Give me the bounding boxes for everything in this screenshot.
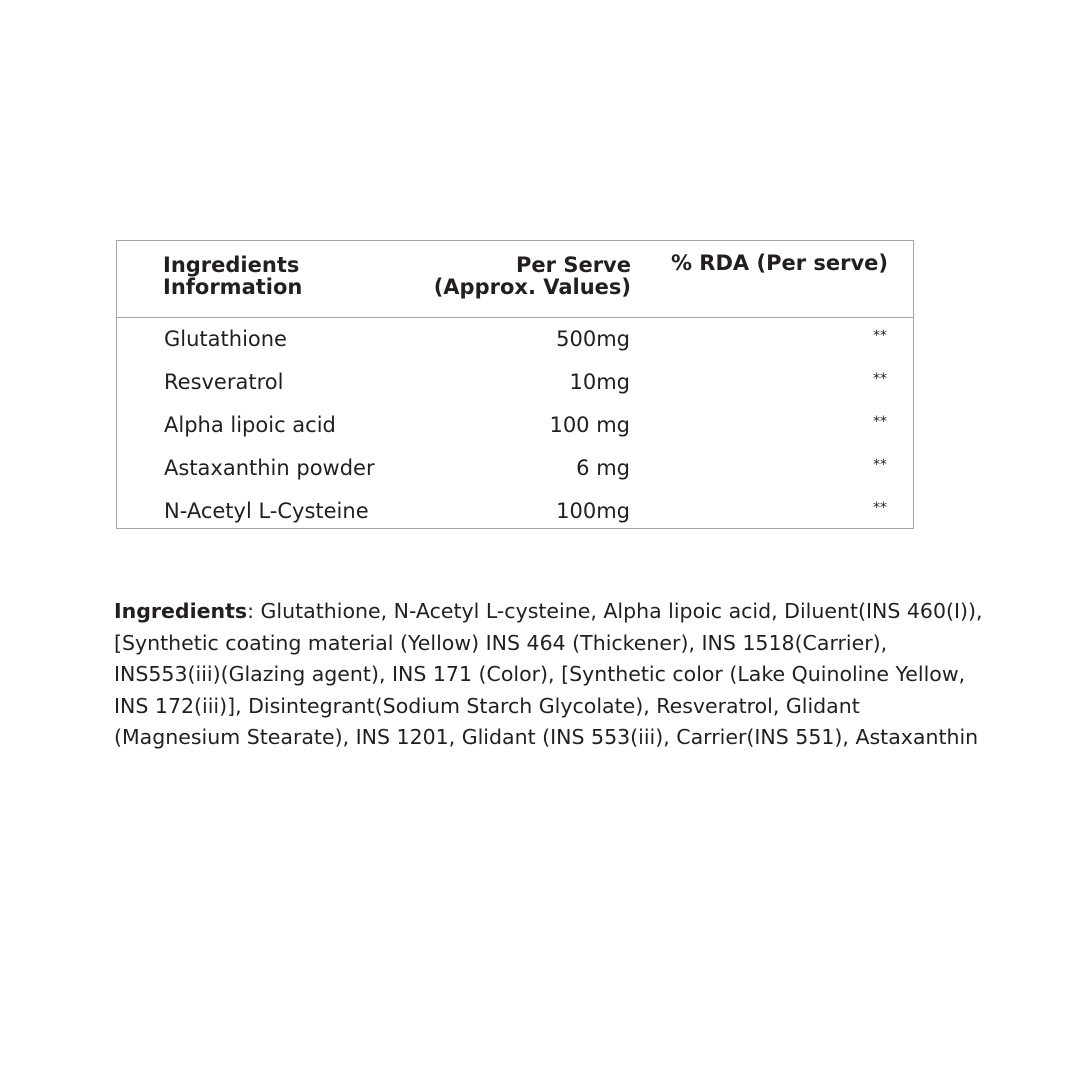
header-ingredients-line2: Information <box>163 275 303 299</box>
ingredient-amount: 6 mg <box>576 456 630 480</box>
ingredient-rda: ** <box>873 371 887 387</box>
ingredient-amount: 500mg <box>556 327 630 351</box>
ingredients-label: Ingredients <box>114 599 248 623</box>
ingredient-name: Alpha lipoic acid <box>164 413 336 437</box>
header-per-serve <box>397 254 631 298</box>
table-row <box>117 361 913 404</box>
header-per-serve-line1: Per Serve <box>516 253 631 277</box>
header-ingredients-information <box>163 254 403 298</box>
table-header-row <box>117 241 913 318</box>
ingredient-rda: ** <box>873 457 887 473</box>
ingredient-name: N-Acetyl L-Cysteine <box>164 499 369 523</box>
ingredient-name: Glutathione <box>164 327 287 351</box>
ingredient-rda: ** <box>873 500 887 516</box>
ingredient-name: Resveratrol <box>164 370 284 394</box>
header-per-serve-line2: (Approx. Values) <box>433 275 631 299</box>
header-ingredients-line1: Ingredients <box>163 253 300 277</box>
ingredient-amount: 10mg <box>569 370 630 394</box>
ingredient-name: Astaxanthin powder <box>164 456 375 480</box>
nutrition-table <box>116 240 914 529</box>
table-row <box>117 318 913 361</box>
ingredient-rda: ** <box>873 328 887 344</box>
header-rda-label: % RDA (Per serve) <box>670 251 888 275</box>
ingredient-amount: 100 mg <box>549 413 630 437</box>
table-row <box>117 490 913 533</box>
ingredients-text: : Glutathione, N-Acetyl L-cysteine, Alpha lipoic acid, Diluent(INS 460(I)), [Synthetic coating material (Yellow) INS 464 (Thickener), INS 1518(Carrier), INS553(iii)(Glazing agent), INS 171 (Color), [Synthetic color (Lake Quinoline Yellow, INS 172(iii)], Disintegrant(Sodium Starch Glycolate), Resveratrol, Glidant (Magnesium Stearate), INS 1201, Glidant (INS 553(iii), Carrier(INS 551), Astaxanthin <box>114 599 983 750</box>
table-row <box>117 447 913 490</box>
ingredients-paragraph <box>114 596 984 754</box>
table-row <box>117 404 913 447</box>
ingredient-amount: 100mg <box>556 499 630 523</box>
header-rda <box>657 252 888 274</box>
ingredient-rda: ** <box>873 414 887 430</box>
